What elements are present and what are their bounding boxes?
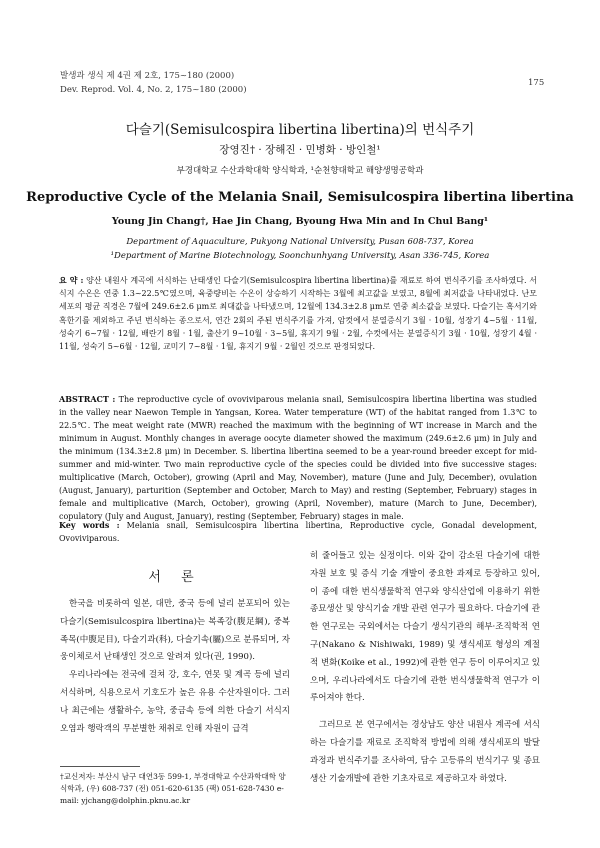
- abstract-korean-label: 요 약 :: [59, 275, 84, 285]
- keywords-label: Key words :: [59, 520, 120, 530]
- abstract-english-label: ABSTRACT :: [59, 394, 116, 404]
- intro-right-column: [310, 548, 540, 788]
- authors-english: Young Jin Chang†, Hae Jin Chang, Byoung Hwa Min and In Chul Bang¹: [111, 216, 489, 227]
- abstract-korean: [59, 274, 537, 353]
- affiliation-english-2: ¹Department of Marine Biotechnology, Soonchunhyang University, Asan 336-745, Korea: [110, 251, 490, 261]
- title-korean: 다슬기(Semisulcospira libertina libertina)의 번식주기: [125, 122, 475, 138]
- title-english: Reproductive Cycle of the Melania Snail, Semisulcospira libertina libertina: [26, 190, 574, 205]
- section-heading-introduction: 서 론: [148, 570, 202, 585]
- intro-left-column: [60, 596, 290, 738]
- keywords-text: Melania snail, Semisulcospira libertina libertina, Reproductive cycle, Gonadal development, Ovoviviparous.: [59, 521, 537, 543]
- intro-paragraph-4: 그러므로 본 연구에서는 경상남도 양산 내원사 계곡에 서식하는 다슬기를 재료로 조직학적 방법에 의해 생식세포의 발달과정과 번식주기를 조사하여, 담수 고등류의 번식기구 및 종묘생산 기술개발에 관한 기초자료로 제공하고자 하였다.: [310, 720, 540, 784]
- affiliation-english-1: Department of Aquaculture, Pukyong National University, Pusan 608-737, Korea: [126, 237, 474, 247]
- authors-korean: 장영진† · 장해진 · 민병화 · 방인철¹: [219, 144, 381, 156]
- intro-paragraph-3: 히 줄어들고 있는 실정이다. 이와 같이 감소된 다슬기에 대한 자원 보호 및 증식 기술 개발이 중요한 과제로 등장하고 있어, 이 종에 대한 번식생물학적 연구와 양식산업에 이용하기 위한 종묘생산 및 양식기술 개발 관련 연구가 필요하다. 다슬기에 관한 연구로는 국외에서는 다슬기 생식기관의 해부·조직학적 연구(Nakano & Nishiwaki, 1989) 및 생식세포 형성의 계절적 변화(Koike et al., 1992)에 관한 연구 등이 이루어지고 있으며, 우리나라에서도 다슬기에 관한 번식생물학적 연구가 이루어져야 한다.: [310, 551, 540, 704]
- running-header-kr: 발생과 생식 제 4권 제 2호, 175~180 (2000): [60, 71, 235, 81]
- keywords: [59, 519, 537, 545]
- intro-paragraph-2: 우리나라에는 전국에 걸쳐 강, 호수, 연못 및 계곡 등에 널리 서식하며, 식용으로서 기호도가 높은 유용 수산자원이다. 그러나 최근에는 생활하수, 농약, 중금속 등에 의한 다슬기 서식지 오염과 행락객의 무분별한 채취로 인해 자원이 급격: [60, 670, 290, 734]
- running-header-en: Dev. Reprod. Vol. 4, No. 2, 175~180 (2000): [60, 85, 247, 95]
- intro-paragraph-1: 한국을 비롯하여 일본, 대만, 중국 등에 널리 분포되어 있는 다슬기(Semisulcospira libertina)는 복족강(腹足綱), 중복족목(中腹足目), 다슬기과(科), 다슬기속(屬)으로 분류되며, 자웅이체로서 난태생인 것으로 알려져 있다(권, 1990).: [60, 599, 290, 663]
- corresponding-author-footnote: †교신저자: 부산시 남구 대연3동 599-1, 부경대학교 수산과학대학 양식학과, (우) 608-737 (전) 051-620-6135 (팩) 051-628-7430 e-mail: yjchang@dolphin.pknu.ac.kr: [60, 772, 286, 805]
- abstract-english-text: The reproductive cycle of ovoviviparous melania snail, Semisulcospira libertina libertina was studied in the valley near Naewon Temple in Yangsan, Korea. Water temperature (WT) of the habitat ranged from 1.3℃ to 22.5℃. The meat weight rate (MWR) reached the maximum with the beginning of WT increase in March and the minimum in August. Monthly changes in average oocyte diameter showed the maximum (249.6±2.6 μm) in July and the minimum (134.3±2.8 μm) in December. S. libertina libertina seemed to be a year-round breeder except for mid-summer and mid-winter. Two main reproductive cycle of the species could be divided into five successive stages: multiplicative (March, October), growing (April and May, November), mature (June and July, December), ovulation (August, January), parturition (September and October, March to May) and resting (September, February) stages in female and multiplicative (March, October), growing (April, November), mature (March to June, December), copulatory (July and August, January), resting (September, February) stages in male.: [59, 395, 538, 521]
- affiliation-korean: 부경대학교 수산과학대학 양식학과, ¹순천향대학교 해양생명공학과: [176, 166, 424, 176]
- abstract-english: [59, 393, 537, 523]
- page-number: 175: [528, 78, 545, 88]
- footnote-divider: [60, 766, 140, 767]
- abstract-korean-text: 양산 내원사 계곡에 서식하는 난태생인 다슬기(Semisulcospira libertina libertina)를 재료로 하여 번식주기를 조사하였다. 서식지 수온은 연중 1.3~22.5℃였으며, 육중량비는 수온이 상승하기 시작하는 3월에 최고값을 보였고, 8월에 최저값을 나타내었다. 난모세포의 평균 직경은 7월에 249.6±2.6 μm로 최대값을 나타냈으며, 12월에 134.3±2.8 μm로 연중 최소값을 보였다. 다슬기는 혹서기와 혹한기를 제외하고 주년 번식하는 종으로서, 연간 2회의 주된 번식주기를 가져, 암컷에서 분열증식기 3월 · 10월, 성장기 4~5월 · 11월, 성숙기 6~7월 · 12월, 배란기 8월 · 1월, 출산기 9~10월 · 3~5월, 휴지기 9월 · 2월, 수컷에서는 분열증식기 3월 · 10월, 성장기 4월 · 11월, 성숙기 5~6월 · 12월, 교미기 7~8월 · 1월, 휴지기 9월 · 2월인 것으로 판정되었다.: [59, 276, 538, 352]
